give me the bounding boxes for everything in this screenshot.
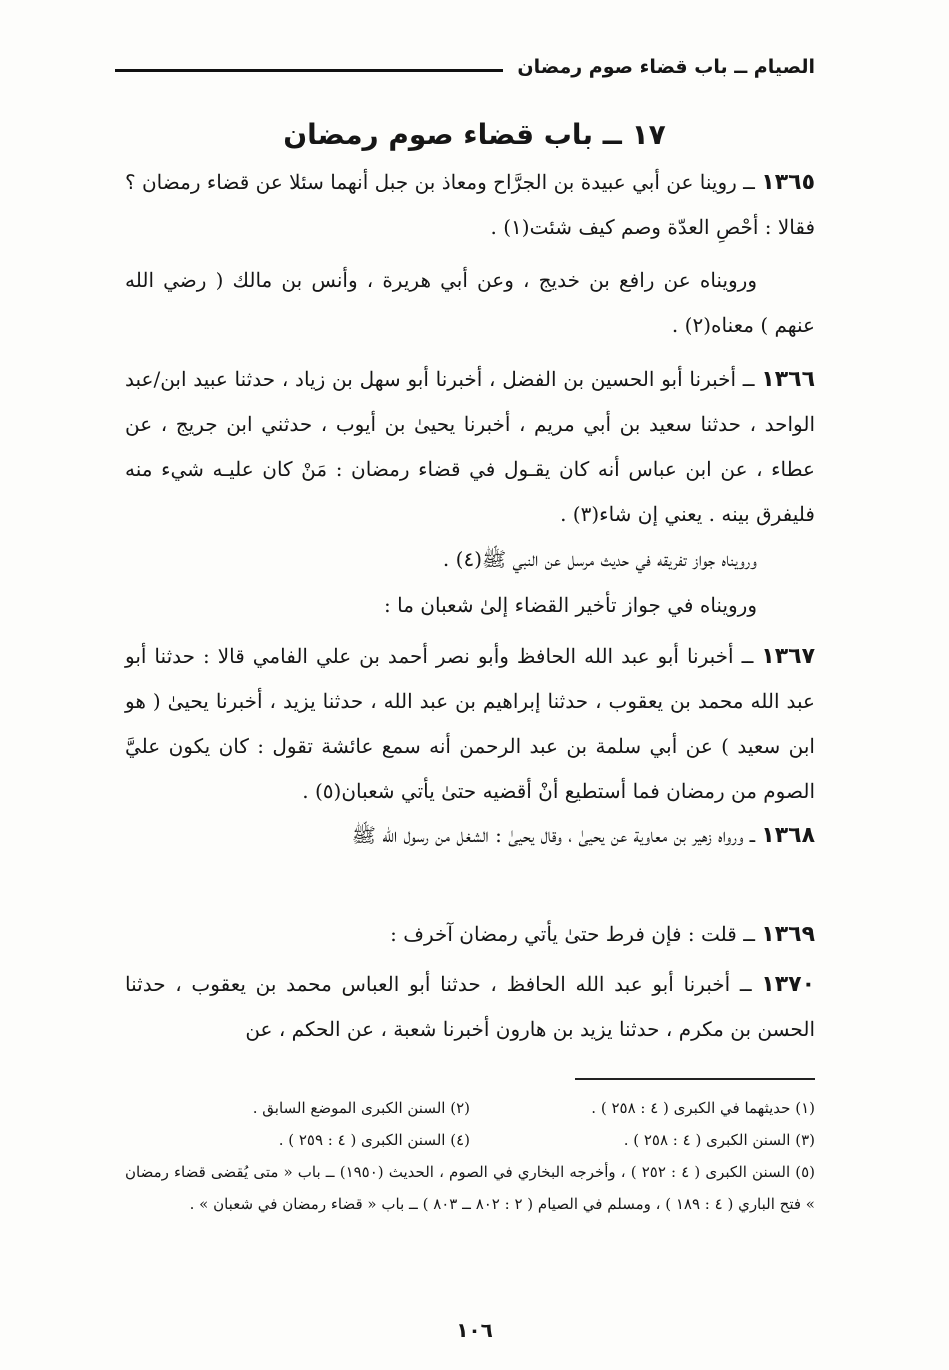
footnote-1: (١) حديثهما في الكبرى ( ٤ : ٢٥٨ ) .	[591, 1099, 815, 1117]
narration-paragraph	[125, 258, 815, 348]
footnote-4: (٤) السنن الكبرى ( ٤ : ٢٥٩ ) .	[278, 1131, 470, 1149]
hadith-paragraph	[125, 634, 815, 814]
hadith-text: ــ روينا عن أبي عبيدة بن الجرَّاح ومعاذ بن جبل أنهما سئلا عن قضاء رمضان ؟ فقالا : أحْصِ العدّة وصم كيف شئت(١) .	[125, 170, 815, 239]
footnote-separator	[575, 1078, 815, 1080]
footnote-3: (٣) السنن الكبرى ( ٤ : ٢٥٨ ) .	[623, 1131, 815, 1149]
footnote-row	[125, 1092, 815, 1124]
hadith-paragraph	[125, 813, 815, 858]
narration-paragraph	[125, 537, 815, 582]
hadith-text: ــ أخبرنا أبو عبد الله الحافظ وأبو نصر أحمد بن علي الفامي قالا : حدثنا أبو عبد الله محمد بن يعقوب ، حدثنا إبراهيم بن عبد الله ، حدثنا يزيد ، أخبرنا يحيىٰ ( هو ابن سعيد ) عن أبي سلمة بن عبد الرحمن أنه سمع عائشة تقول : كان يكون عليَّ الصوم من رمضان فما أستطيع أنْ أقضيه حتىٰ يأتي شعبان(٥) .	[125, 644, 815, 803]
hadith-number: ١٣٦٥	[761, 170, 815, 195]
hadith-paragraph	[125, 160, 815, 250]
hadith-text: ــ أخبرنا أبو عبد الله الحافظ ، حدثنا أبو العباس محمد بن يعقوب ، حدثنا الحسن بن مكرم ، حدثنا يزيد بن هارون أخبرنا شعبة ، عن الحكم ، عن	[125, 972, 815, 1041]
hadith-paragraph	[125, 962, 815, 1052]
hadith-text: ــ ورواه زهير بن معاوية عن يحيىٰ ، وقال يحيىٰ : الشغل من رسول الله ﷺ	[351, 823, 762, 847]
footnote-5: (٥) السنن الكبرى ( ٤ : ٢٥٢ ) ، وأخرجه البخاري في الصوم ، الحديث (١٩٥٠) ــ باب « متى يُقضى قضاء رمضان » فتح الباري ( ٤ : ١٨٩ ) ، ومسلم في الصيام ( ٢ : ٨٠٢ ــ ٨٠٣ ) ــ باب « قضاء رمضان في شعبان » .	[125, 1163, 816, 1213]
footnotes-section	[125, 1092, 815, 1220]
narration-text: ورويناه في جواز تأخير القضاء إلىٰ شعبان ما :	[384, 593, 757, 617]
hadith-number: ١٣٦٨	[761, 823, 815, 848]
running-title: الصيام ــ باب قضاء صوم رمضان	[517, 56, 815, 78]
hadith-text: ــ أخبرنا أبو الحسين بن الفضل ، أخبرنا أبو سهل بن زياد ، حدثنا عبيد ابن/عبد الواحد ، حدثنا سعيد بن أبي مريم ، أخبرنا يحيىٰ بن أيوب ، حدثني ابن جريج ، عن عطاء ، عن ابن عباس أنه كان يقـول في قضاء رمضان : مَنْ كان عليـه شيء منه فليفرق بينه . يعني إن شاء(٣) .	[125, 367, 815, 526]
hadith-text: ــ قلت : فإن فرط حتىٰ يأتي رمضان آخرف :	[390, 922, 762, 946]
hadith-number: ١٣٦٩	[761, 922, 815, 947]
footnote-2: (٢) السنن الكبرى الموضع السابق .	[252, 1099, 470, 1117]
chapter-title: ١٧ ــ باب قضاء صوم رمضان	[283, 118, 666, 151]
header-rule	[115, 69, 503, 72]
narration-text: ورويناه جواز تفريقه في حديث مرسل عن النبي ﷺ(٤) .	[442, 547, 757, 571]
hadith-paragraph	[125, 357, 815, 537]
narration-paragraph	[125, 583, 815, 628]
hadith-paragraph	[125, 912, 815, 957]
footnote-row	[125, 1124, 815, 1156]
hadith-number: ١٣٦٦	[761, 367, 815, 392]
hadith-number: ١٣٧٠	[761, 972, 815, 997]
running-header	[115, 56, 815, 78]
page-number: ١٠٦	[456, 1318, 493, 1342]
hadith-number: ١٣٦٧	[761, 644, 815, 669]
narration-text: ورويناه عن رافع بن خديج ، وعن أبي هريرة ، وأنس بن مالك ( رضي الله عنهم ) معناه(٢) .	[125, 268, 815, 337]
